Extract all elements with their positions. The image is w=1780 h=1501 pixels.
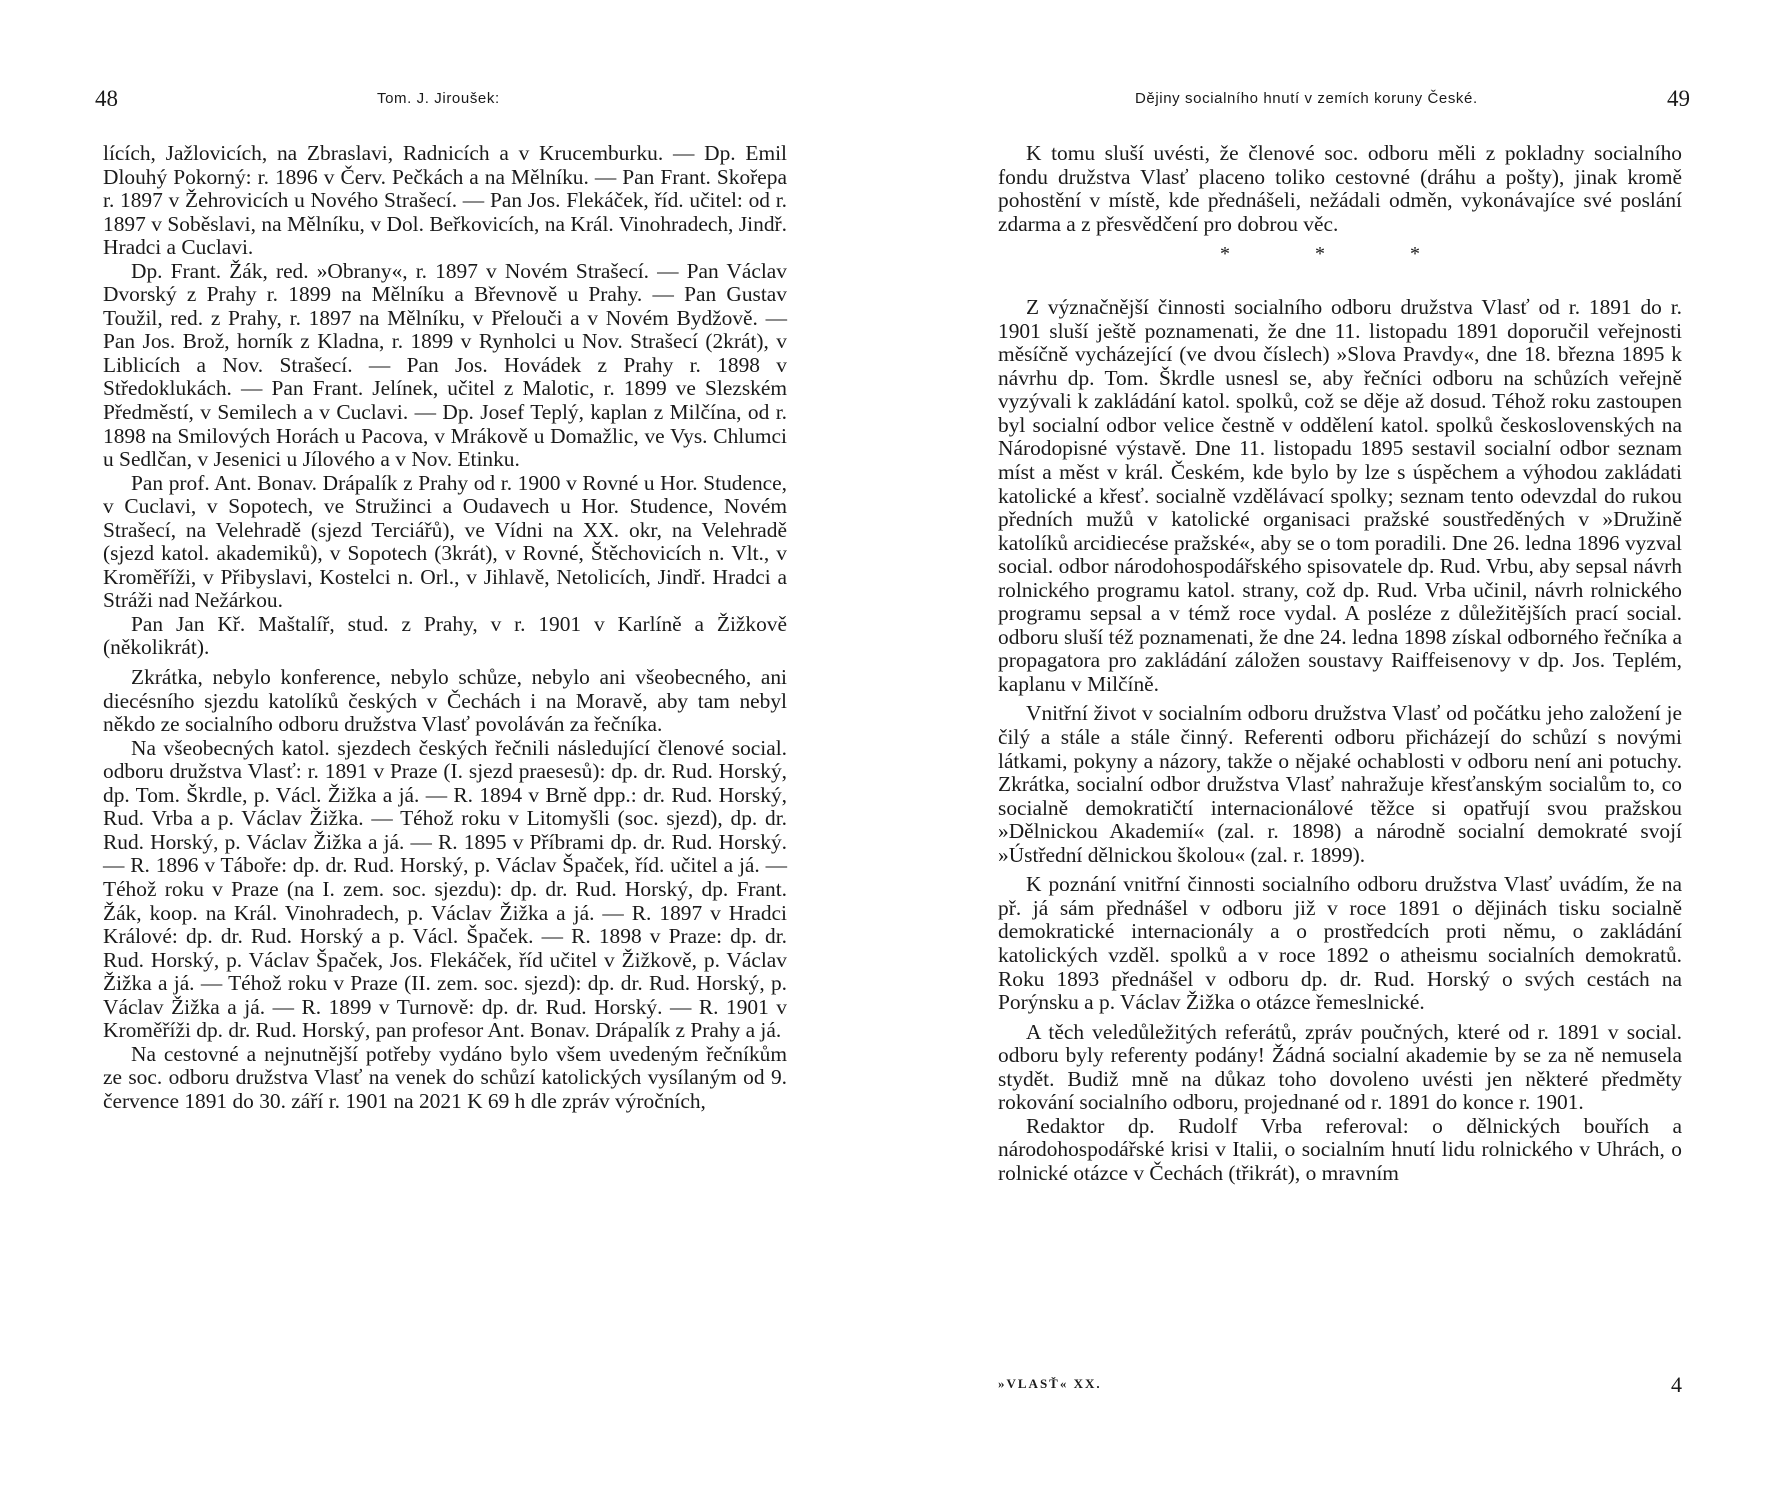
paragraph: Zkrátka, nebylo konference, nebylo schůze, nebylo ani všeobecného, ani diecésního sjezdu katolíků českých v Čechách i na Moravě, aby tam nebyl někdo ze socialního odboru družstva Vlasť povoláván za řečníka. <box>103 665 787 737</box>
left-running-head: Tom. J. Jiroušek: <box>377 90 500 107</box>
paragraph: Z význačnější činnosti socialního odboru družstva Vlasť od r. 1891 do r. 1901 sluší ještě poznamenati, že dne 11. listopadu 1891 doporučil veřejnosti měsíčně vycházející (ve dvou číslech) »Slova Pravdy«, dne 18. března 1895 k návrhu dp. Tom. Škrdle usnesl se, aby řečníci odboru na schůzích veřejně vyzývali k zakládání katol. spolků, což se děje až dosud. Téhož roku zastoupen byl socialní odbor velice čestně v oddělení katol. spolků československých na Národopisné výstavě. Dne 11. listopadu 1895 sestavil socialní odbor seznam míst a měst v král. Českém, kde bylo by lze s úspěchem a výhodou zakládati katolické a křesť. socialně vzdělávací spolky; seznam tento odevzdal do rukou předních mužů v katolické organisaci pražské soustředěných v »Družině katolíků arcidiecése pražské«, aby se o tom poradili. Dne 26. ledna 1896 vyzval social. odbor národohospodářského spisovatele dp. Rud. Vrbu, aby sepsal návrh rolnického programu katol. strany, což dp. Rud. Vrba učinil, návrh rolnického programu sepsal a v témž roce vydal. A posléze z důležitějších prací social. odboru sluší též poznamenati, že dne 24. ledna 1898 získal odborného řečníka a propagatora pro zakládání záložen soustavy Raiffeisenovy v dp. Jos. Teplém, kaplanu v Milčíně. <box>998 295 1682 696</box>
paragraph: Dp. Frant. Žák, red. »Obrany«, r. 1897 v Novém Strašecí. — Pan Václav Dvorský z Prahy r. 1899 na Mělníku a Břevnově u Prahy. — Pan Gustav Toužil, red. z Prahy, r. 1897 na Mělníku, v Přelouči a v Novém Bydžově. — Pan Jos. Brož, horník z Kladna, r. 1899 v Rynholci u Nov. Strašecí (2krát), v Liblicích a Nov. Strašecí. — Pan Jos. Hovádek z Prahy r. 1898 v Středoklukách. — Pan Frant. Jelínek, učitel z Malotic, r. 1899 ve Slezském Předměstí, v Semilech a v Cuclavi. — Dp. Josef Teplý, kaplan z Milčína, od r. 1898 na Smilových Horách u Pacova, v Mrákově u Domažlic, ve Vys. Chlumci u Sedlčan, v Jesenici u Jílového a v Nov. Etinku. <box>103 258 787 472</box>
right-page-number: 49 <box>1667 86 1690 111</box>
paragraph: Pan Jan Kř. Maštalíř, stud. z Prahy, v r. 1901 v Karlíně a Žižkově (několikrát). <box>103 611 787 660</box>
paragraph: K tomu sluší uvésti, že členové soc. odboru měli z pokladny socialního fondu družstva Vlasť placeno toliko cestovné (dráhu a pošty), jinak kromě pohostění v místě, kde přednášeli, nežádali odměn, vykonávajíce své poslání zdarma a z přesvědčení pro dobrou věc. <box>998 141 1682 236</box>
right-running-head: Dějiny socialního hnutí v zemích koruny České. <box>1135 90 1478 107</box>
section-break: * * * <box>1220 243 1460 266</box>
left-page-header <box>95 86 795 116</box>
paragraph: Na všeobecných katol. sjezdech českých řečnili následující členové social. odboru družstva Vlasť: r. 1891 v Praze (I. sjezd praesesů): dp. dr. Rud. Horský, dp. Tom. Škrdle, p. Václ. Žižka a já. — R. 1894 v Brně dpp.: dr. Rud. Horský, Rud. Vrba a p. Václav Žižka. — Téhož roku v Litomyšli (soc. sjezd), dp. dr. Rud. Horský, p. Václav Žižka a já. — R. 1895 v Příbrami dp. dr. Rud. Horský. — R. 1896 v Táboře: dp. dr. Rud. Horský, p. Václav Špaček, říd. učitel a já. — Téhož roku v Praze (na I. zem. soc. sjezdu): dp. dr. Rud. Horský, dp. Frant. Žák, koop. na Král. Vinohradech, p. Václav Žižka a já. — R. 1897 v Hradci Králové: dp. dr. Rud. Horský a p. Václ. Špaček. — R. 1898 v Praze: dp. dr. Rud. Horský, p. Václav Špaček, Jos. Flekáček, říd učitel v Žižkově, p. Václav Žižka a já. — Téhož roku v Praze (II. zem. soc. sjezd): dp. dr. Rud. Horský, p. Václav Žižka a já. — R. 1899 v Turnově: dp. dr. Rud. Horský. — R. 1901 v Kroměříži dp. dr. Rud. Horský, pan profesor Ant. Bonav. Drápalík z Prahy a já. <box>103 735 787 1043</box>
left-page-number: 48 <box>95 86 118 111</box>
right-page-footer <box>998 1372 1682 1402</box>
signature-mark: »VLASŤ« XX. <box>998 1376 1102 1391</box>
paragraph: Redaktor dp. Rudolf Vrba referoval: o dělnických bouřích a národohospodářské krisi v Italii, o socialním hnutí lidu rolnického v Uhrách, o rolnické otázce v Čechách (třikrát), o mravním <box>998 1113 1682 1185</box>
paragraph: Vnitřní život v socialním odboru družstva Vlasť od počátku jeho založení je čilý a stále a stále činný. Referenti odboru přicházejí do schůzí s novými látkami, pokyny a názory, takže o nějaké ochablosti v odboru není ani potuchy. Zkrátka, socialní odbor družstva Vlasť nahražuje křesťanským socialům to, co socialně demokratičtí internacionálové těžce si opatřují svou pražskou »Dělnickou Akademií« (zal. r. 1898) a národně socialní demokraté svojí »Ústřední dělnickou školou« (zal. r. 1899). <box>998 701 1682 867</box>
right-page-body <box>998 142 1682 1185</box>
paragraph: K poznání vnitřní činnosti socialního odboru družstva Vlasť uvádím, že na př. já sám přednášel v odboru již v roce 1891 o dějinách tisku socialně demokratické internacionály a o prostředcích proti němu, o zakládání katolických vzděl. spolků a v roce 1892 o atheismu socialních demokratů. Roku 1893 přednášel v odboru dp. dr. Rud. Horský o svých cestách na Porýnsku a p. Václav Žižka o otázce řemeslnické. <box>998 872 1682 1015</box>
paragraph: Pan prof. Ant. Bonav. Drápalík z Prahy od r. 1900 v Rovné u Hor. Studence, v Cuclavi, v Sopotech, ve Stružinci a Oudavech u Hor. Studence, Novém Strašecí, na Velehradě (sjezd Terciářů), ve Vídni na XX. okr, na Velehradě (sjezd katol. akademiků), v Sopotech (3krát), v Rovné, Štěchovicích n. Vlt., v Kroměříži, v Přibyslavi, Kostelci n. Orl., v Jihlavě, Netolicích, Jindř. Hradci a Stráži nad Nežárkou. <box>103 470 787 613</box>
paragraph: lících, Jažlovicích, na Zbraslavi, Radnicích a v Krucemburku. — Dp. Emil Dlouhý Pokorný: r. 1896 v Červ. Pečkách a na Mělníku. — Pan Frant. Skořepa r. 1897 v Žehrovicích u Nového Strašecí. — Pan Jos. Flekáček, říd. učitel: od r. 1897 v Soběslavi, na Mělníku, v Dol. Beřkovicích, na Král. Vinohradech, Jindř. Hradci a Cuclavi. <box>103 141 787 260</box>
right-page-header <box>990 86 1690 116</box>
paragraph: A těch veledůležitých referátů, zpráv poučných, které od r. 1891 v social. odboru byly referenty podány! Žádná socialní akademie by se za ně nemusela stydět. Budiž mně na důkaz toho dovoleno uvésti jen některé předměty rokování socialního odboru, projednané od r. 1891 do konce r. 1901. <box>998 1019 1682 1115</box>
sheet-number: 4 <box>1671 1372 1682 1397</box>
paragraph: Na cestovné a nejnutnější potřeby vydáno bylo všem uvedeným řečníkům ze soc. odboru družstva Vlasť na venek do schůzí katolických vysílaným od 9. července 1891 do 30. září r. 1901 na 2021 K 69 h dle zpráv výročních, <box>103 1041 787 1113</box>
left-page-body <box>103 142 787 1113</box>
